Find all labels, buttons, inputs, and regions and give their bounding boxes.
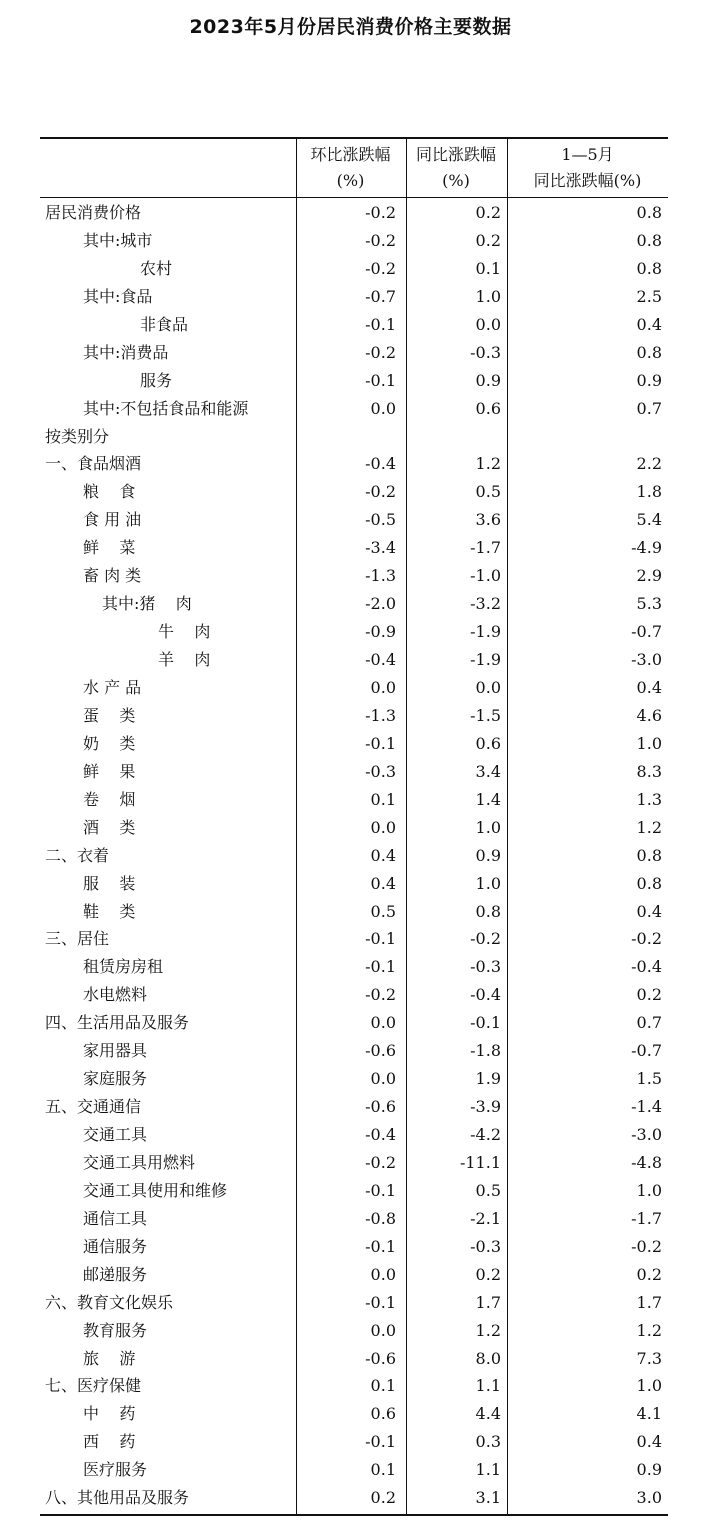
table-row: [40, 730, 668, 758]
yoy-value: 3.6: [475, 510, 501, 530]
yoy-value: 1.2: [475, 1320, 501, 1340]
row-label: 家用器具: [83, 1041, 148, 1061]
yoy-value: 1.0: [475, 286, 501, 306]
ytd-value: 0.8: [636, 873, 662, 893]
table-bottom-rule: [40, 1514, 668, 1516]
row-label: 畜 肉 类: [83, 566, 142, 586]
ytd-value: 5.3: [636, 594, 662, 614]
row-label: 服 装: [83, 873, 136, 893]
mom-value: -0.4: [365, 650, 396, 670]
yoy-value: 0.6: [475, 398, 501, 418]
yoy-value: 0.0: [475, 314, 501, 334]
ytd-value: 0.2: [636, 985, 662, 1005]
ytd-value: 1.7: [636, 1292, 662, 1312]
row-label: 医疗服务: [83, 1460, 148, 1480]
yoy-value: 3.1: [475, 1488, 501, 1508]
header-yoy-line1: 同比涨跌幅: [415, 145, 496, 164]
mom-value: -1.3: [365, 566, 396, 586]
row-label: 牛 肉: [158, 622, 211, 642]
table-row: [40, 1400, 668, 1428]
ytd-value: -3.0: [631, 1125, 662, 1145]
mom-value: 0.0: [370, 1069, 396, 1089]
mom-value: 0.4: [370, 845, 396, 865]
mom-value: -0.2: [365, 258, 396, 278]
yoy-value: 0.1: [475, 258, 501, 278]
yoy-value: -1.9: [470, 622, 501, 642]
mom-value: -0.1: [365, 929, 396, 949]
row-label: 三、居住: [45, 929, 110, 949]
row-label: 水电燃料: [83, 985, 148, 1005]
ytd-value: 1.0: [636, 733, 662, 753]
table-row: [40, 367, 668, 395]
mom-value: 0.5: [370, 901, 396, 921]
mom-value: 0.1: [370, 1376, 396, 1396]
row-label: 邮递服务: [83, 1264, 148, 1284]
yoy-value: 4.4: [475, 1404, 501, 1424]
table-row: [40, 925, 668, 953]
yoy-value: -2.1: [470, 1208, 501, 1228]
mom-value: -0.8: [365, 1208, 396, 1228]
mom-value: -0.2: [365, 1152, 396, 1172]
ytd-value: 3.0: [636, 1488, 662, 1508]
ytd-value: 7.3: [636, 1348, 662, 1368]
table-row: [40, 423, 668, 451]
yoy-value: 1.0: [475, 817, 501, 837]
mom-value: 0.1: [370, 789, 396, 809]
table-row: [40, 646, 668, 674]
table-row: [40, 1065, 668, 1093]
ytd-value: 0.7: [636, 398, 662, 418]
table-top-rule: [40, 137, 668, 139]
mom-value: -0.2: [365, 203, 396, 222]
yoy-value: -0.2: [470, 929, 501, 949]
row-label: 居民消费价格: [45, 203, 142, 222]
yoy-value: 0.2: [475, 1264, 501, 1284]
row-label: 二、衣着: [45, 845, 110, 865]
ytd-value: -0.7: [631, 1041, 662, 1061]
row-label: 其中:消费品: [83, 342, 169, 362]
table-row: [40, 1093, 668, 1121]
table-row: [40, 311, 668, 339]
table-row: [40, 674, 668, 702]
mom-value: -0.2: [365, 230, 396, 250]
ytd-value: 5.4: [636, 510, 662, 530]
row-label: 水 产 品: [83, 677, 142, 697]
header-mom-line1: 环比涨跌幅: [310, 145, 391, 164]
column-divider: [507, 139, 508, 1514]
yoy-value: 0.8: [475, 901, 501, 921]
ytd-value: -0.2: [631, 929, 662, 949]
mom-value: -0.1: [365, 957, 396, 977]
table-header: [40, 139, 668, 198]
mom-value: 0.0: [370, 817, 396, 837]
yoy-value: -1.9: [470, 650, 501, 670]
ytd-value: -4.8: [631, 1152, 662, 1172]
ytd-value: 4.6: [636, 705, 662, 725]
yoy-value: 0.2: [475, 230, 501, 250]
ytd-value: 0.8: [636, 342, 662, 362]
mom-value: -0.4: [365, 454, 396, 474]
table-row: [40, 1289, 668, 1317]
mom-value: -0.2: [365, 342, 396, 362]
header-yoy: [406, 139, 506, 197]
row-label: 一、食品烟酒: [45, 454, 142, 474]
row-label: 其中:食品: [83, 286, 153, 306]
ytd-value: 1.0: [636, 1376, 662, 1396]
yoy-value: 0.9: [475, 845, 501, 865]
yoy-value: 1.1: [475, 1460, 501, 1480]
table-row: [40, 283, 668, 311]
header-ytd-line1: 1—5月: [561, 145, 614, 164]
column-divider: [406, 139, 407, 1514]
mom-value: -0.1: [365, 314, 396, 334]
yoy-value: 0.5: [475, 1180, 501, 1200]
row-label: 交通工具使用和维修: [83, 1180, 228, 1200]
yoy-value: 1.4: [475, 789, 501, 809]
row-label: 旅 游: [83, 1348, 136, 1368]
yoy-value: -0.3: [470, 342, 501, 362]
ytd-value: 2.9: [636, 566, 662, 586]
ytd-value: 0.4: [636, 314, 662, 334]
row-label: 其中:猪 肉: [102, 594, 192, 614]
table-row: [40, 1261, 668, 1289]
mom-value: -0.6: [365, 1041, 396, 1061]
yoy-value: -3.9: [470, 1097, 501, 1117]
ytd-value: -4.9: [631, 538, 662, 558]
ytd-value: 0.2: [636, 1264, 662, 1284]
row-label: 服务: [140, 370, 173, 390]
mom-value: -0.2: [365, 482, 396, 502]
table-row: [40, 981, 668, 1009]
ytd-value: 1.0: [636, 1180, 662, 1200]
table-row: [40, 1317, 668, 1345]
row-label: 羊 肉: [158, 650, 211, 670]
row-label: 食 用 油: [83, 510, 142, 530]
table-row: [40, 1009, 668, 1037]
ytd-value: 1.2: [636, 817, 662, 837]
ytd-value: 2.2: [636, 454, 662, 474]
row-label: 租赁房房租: [83, 957, 164, 977]
column-divider: [296, 139, 297, 1514]
mom-value: -2.0: [365, 594, 396, 614]
mom-value: -3.4: [365, 538, 396, 558]
mom-value: -0.6: [365, 1348, 396, 1368]
table-row: [40, 255, 668, 283]
ytd-value: 1.8: [636, 482, 662, 502]
row-label: 卷 烟: [83, 789, 136, 809]
table-row: [40, 1345, 668, 1373]
mom-value: -1.3: [365, 705, 396, 725]
mom-value: 0.1: [370, 1460, 396, 1480]
header-mom-line2: (%): [336, 171, 365, 190]
ytd-value: 1.3: [636, 789, 662, 809]
row-label: 粮 食: [83, 482, 136, 502]
ytd-value: 8.3: [636, 761, 662, 781]
mom-value: 0.6: [370, 1404, 396, 1424]
header-ytd-line2: 同比涨跌幅(%): [533, 171, 642, 190]
row-label: 奶 类: [83, 733, 136, 753]
table-row: [40, 842, 668, 870]
row-label: 教育服务: [83, 1320, 148, 1340]
row-label: 中 药: [83, 1404, 136, 1424]
yoy-value: 1.2: [475, 454, 501, 474]
row-label: 四、生活用品及服务: [45, 1013, 190, 1033]
yoy-value: 1.1: [475, 1376, 501, 1396]
yoy-value: -3.2: [470, 594, 501, 614]
ytd-value: 0.8: [636, 230, 662, 250]
mom-value: -0.1: [365, 1180, 396, 1200]
table-row: [40, 1037, 668, 1065]
ytd-value: 0.9: [636, 1460, 662, 1480]
mom-value: -0.9: [365, 622, 396, 642]
mom-value: 0.4: [370, 873, 396, 893]
row-label: 农村: [140, 258, 173, 278]
mom-value: 0.0: [370, 398, 396, 418]
row-label: 六、教育文化娱乐: [45, 1292, 174, 1312]
row-label: 通信服务: [83, 1236, 148, 1256]
yoy-value: 1.7: [475, 1292, 501, 1312]
ytd-value: 0.8: [636, 845, 662, 865]
row-label: 按类别分: [45, 426, 110, 446]
ytd-value: 1.2: [636, 1320, 662, 1340]
yoy-value: -0.3: [470, 957, 501, 977]
mom-value: 0.2: [370, 1488, 396, 1508]
yoy-value: -1.0: [470, 566, 501, 586]
mom-value: 0.0: [370, 1013, 396, 1033]
table-row: [40, 1428, 668, 1456]
row-label: 鞋 类: [83, 901, 136, 921]
mom-value: 0.0: [370, 1320, 396, 1340]
yoy-value: 0.0: [475, 677, 501, 697]
yoy-value: 0.9: [475, 370, 501, 390]
yoy-value: 3.4: [475, 761, 501, 781]
header-ytd: [507, 139, 668, 197]
ytd-value: -1.4: [631, 1097, 662, 1117]
table-row: [40, 1121, 668, 1149]
table-row: [40, 618, 668, 646]
page-title: 2023年5月份居民消费价格主要数据: [189, 16, 512, 38]
yoy-value: 0.5: [475, 482, 501, 502]
ytd-value: 2.5: [636, 286, 662, 306]
table-row: [40, 953, 668, 981]
ytd-value: 0.4: [636, 901, 662, 921]
table-row: [40, 814, 668, 842]
table-row: [40, 1456, 668, 1484]
table-row: [40, 786, 668, 814]
yoy-value: -1.5: [470, 705, 501, 725]
yoy-value: 0.3: [475, 1432, 501, 1452]
yoy-value: -1.7: [470, 538, 501, 558]
mom-value: 0.0: [370, 677, 396, 697]
mom-value: 0.0: [370, 1264, 396, 1284]
row-label: 八、其他用品及服务: [45, 1488, 190, 1508]
yoy-value: -1.8: [470, 1041, 501, 1061]
table-row: [40, 590, 668, 618]
mom-value: -0.3: [365, 761, 396, 781]
ytd-value: 0.8: [636, 258, 662, 278]
mom-value: -0.1: [365, 1236, 396, 1256]
row-label: 西 药: [83, 1432, 136, 1452]
ytd-value: 0.4: [636, 677, 662, 697]
mom-value: -0.1: [365, 1432, 396, 1452]
table-row: [40, 227, 668, 255]
yoy-value: 8.0: [475, 1348, 501, 1368]
row-label: 鲜 果: [83, 761, 136, 781]
row-label: 交通工具用燃料: [83, 1152, 196, 1172]
yoy-value: -0.1: [470, 1013, 501, 1033]
ytd-value: 0.4: [636, 1432, 662, 1452]
table-row: [40, 199, 668, 227]
ytd-value: -0.2: [631, 1236, 662, 1256]
row-label: 其中:城市: [83, 230, 153, 250]
mom-value: -0.6: [365, 1097, 396, 1117]
row-label: 七、医疗保健: [45, 1376, 142, 1396]
mom-value: -0.1: [365, 370, 396, 390]
mom-value: -0.2: [365, 985, 396, 1005]
yoy-value: 0.6: [475, 733, 501, 753]
mom-value: -0.7: [365, 286, 396, 306]
table-row: [40, 1233, 668, 1261]
table-row: [40, 450, 668, 478]
header-yoy-line2: (%): [442, 171, 470, 190]
table-row: [40, 562, 668, 590]
table-row: [40, 1177, 668, 1205]
yoy-value: -0.3: [470, 1236, 501, 1256]
table-row: [40, 1484, 668, 1512]
row-label: 其中:不包括食品和能源: [83, 398, 249, 418]
table-row: [40, 870, 668, 898]
ytd-value: 0.8: [636, 203, 662, 222]
header-mom: [296, 139, 405, 197]
table-row: [40, 1372, 668, 1400]
ytd-value: 0.9: [636, 370, 662, 390]
ytd-value: 4.1: [636, 1404, 662, 1424]
table-row: [40, 534, 668, 562]
table-row: [40, 506, 668, 534]
ytd-value: -1.7: [631, 1208, 662, 1228]
table-row: [40, 702, 668, 730]
row-label: 蛋 类: [83, 705, 136, 725]
row-label: 酒 类: [83, 817, 136, 837]
mom-value: -0.1: [365, 1292, 396, 1312]
table-row: [40, 339, 668, 367]
row-label: 通信工具: [83, 1208, 148, 1228]
yoy-value: 0.2: [475, 203, 501, 222]
table-row: [40, 898, 668, 926]
table-row: [40, 1149, 668, 1177]
yoy-value: 1.0: [475, 873, 501, 893]
ytd-value: -0.4: [631, 957, 662, 977]
row-label: 鲜 菜: [83, 538, 136, 558]
yoy-value: -4.2: [470, 1125, 501, 1145]
table-row: [40, 395, 668, 423]
table-row: [40, 478, 668, 506]
row-label: 家庭服务: [83, 1069, 148, 1089]
ytd-value: 1.5: [636, 1069, 662, 1089]
ytd-value: -0.7: [631, 622, 662, 642]
mom-value: -0.1: [365, 733, 396, 753]
yoy-value: -11.1: [459, 1152, 501, 1172]
row-label: 五、交通通信: [45, 1097, 142, 1117]
yoy-value: -0.4: [470, 985, 501, 1005]
mom-value: -0.4: [365, 1125, 396, 1145]
ytd-value: 0.7: [636, 1013, 662, 1033]
yoy-value: 1.9: [475, 1069, 501, 1089]
ytd-value: -3.0: [631, 650, 662, 670]
row-label: 交通工具: [83, 1125, 148, 1145]
mom-value: -0.5: [365, 510, 396, 530]
table-row: [40, 758, 668, 786]
table-row: [40, 1205, 668, 1233]
row-label: 非食品: [140, 314, 189, 334]
